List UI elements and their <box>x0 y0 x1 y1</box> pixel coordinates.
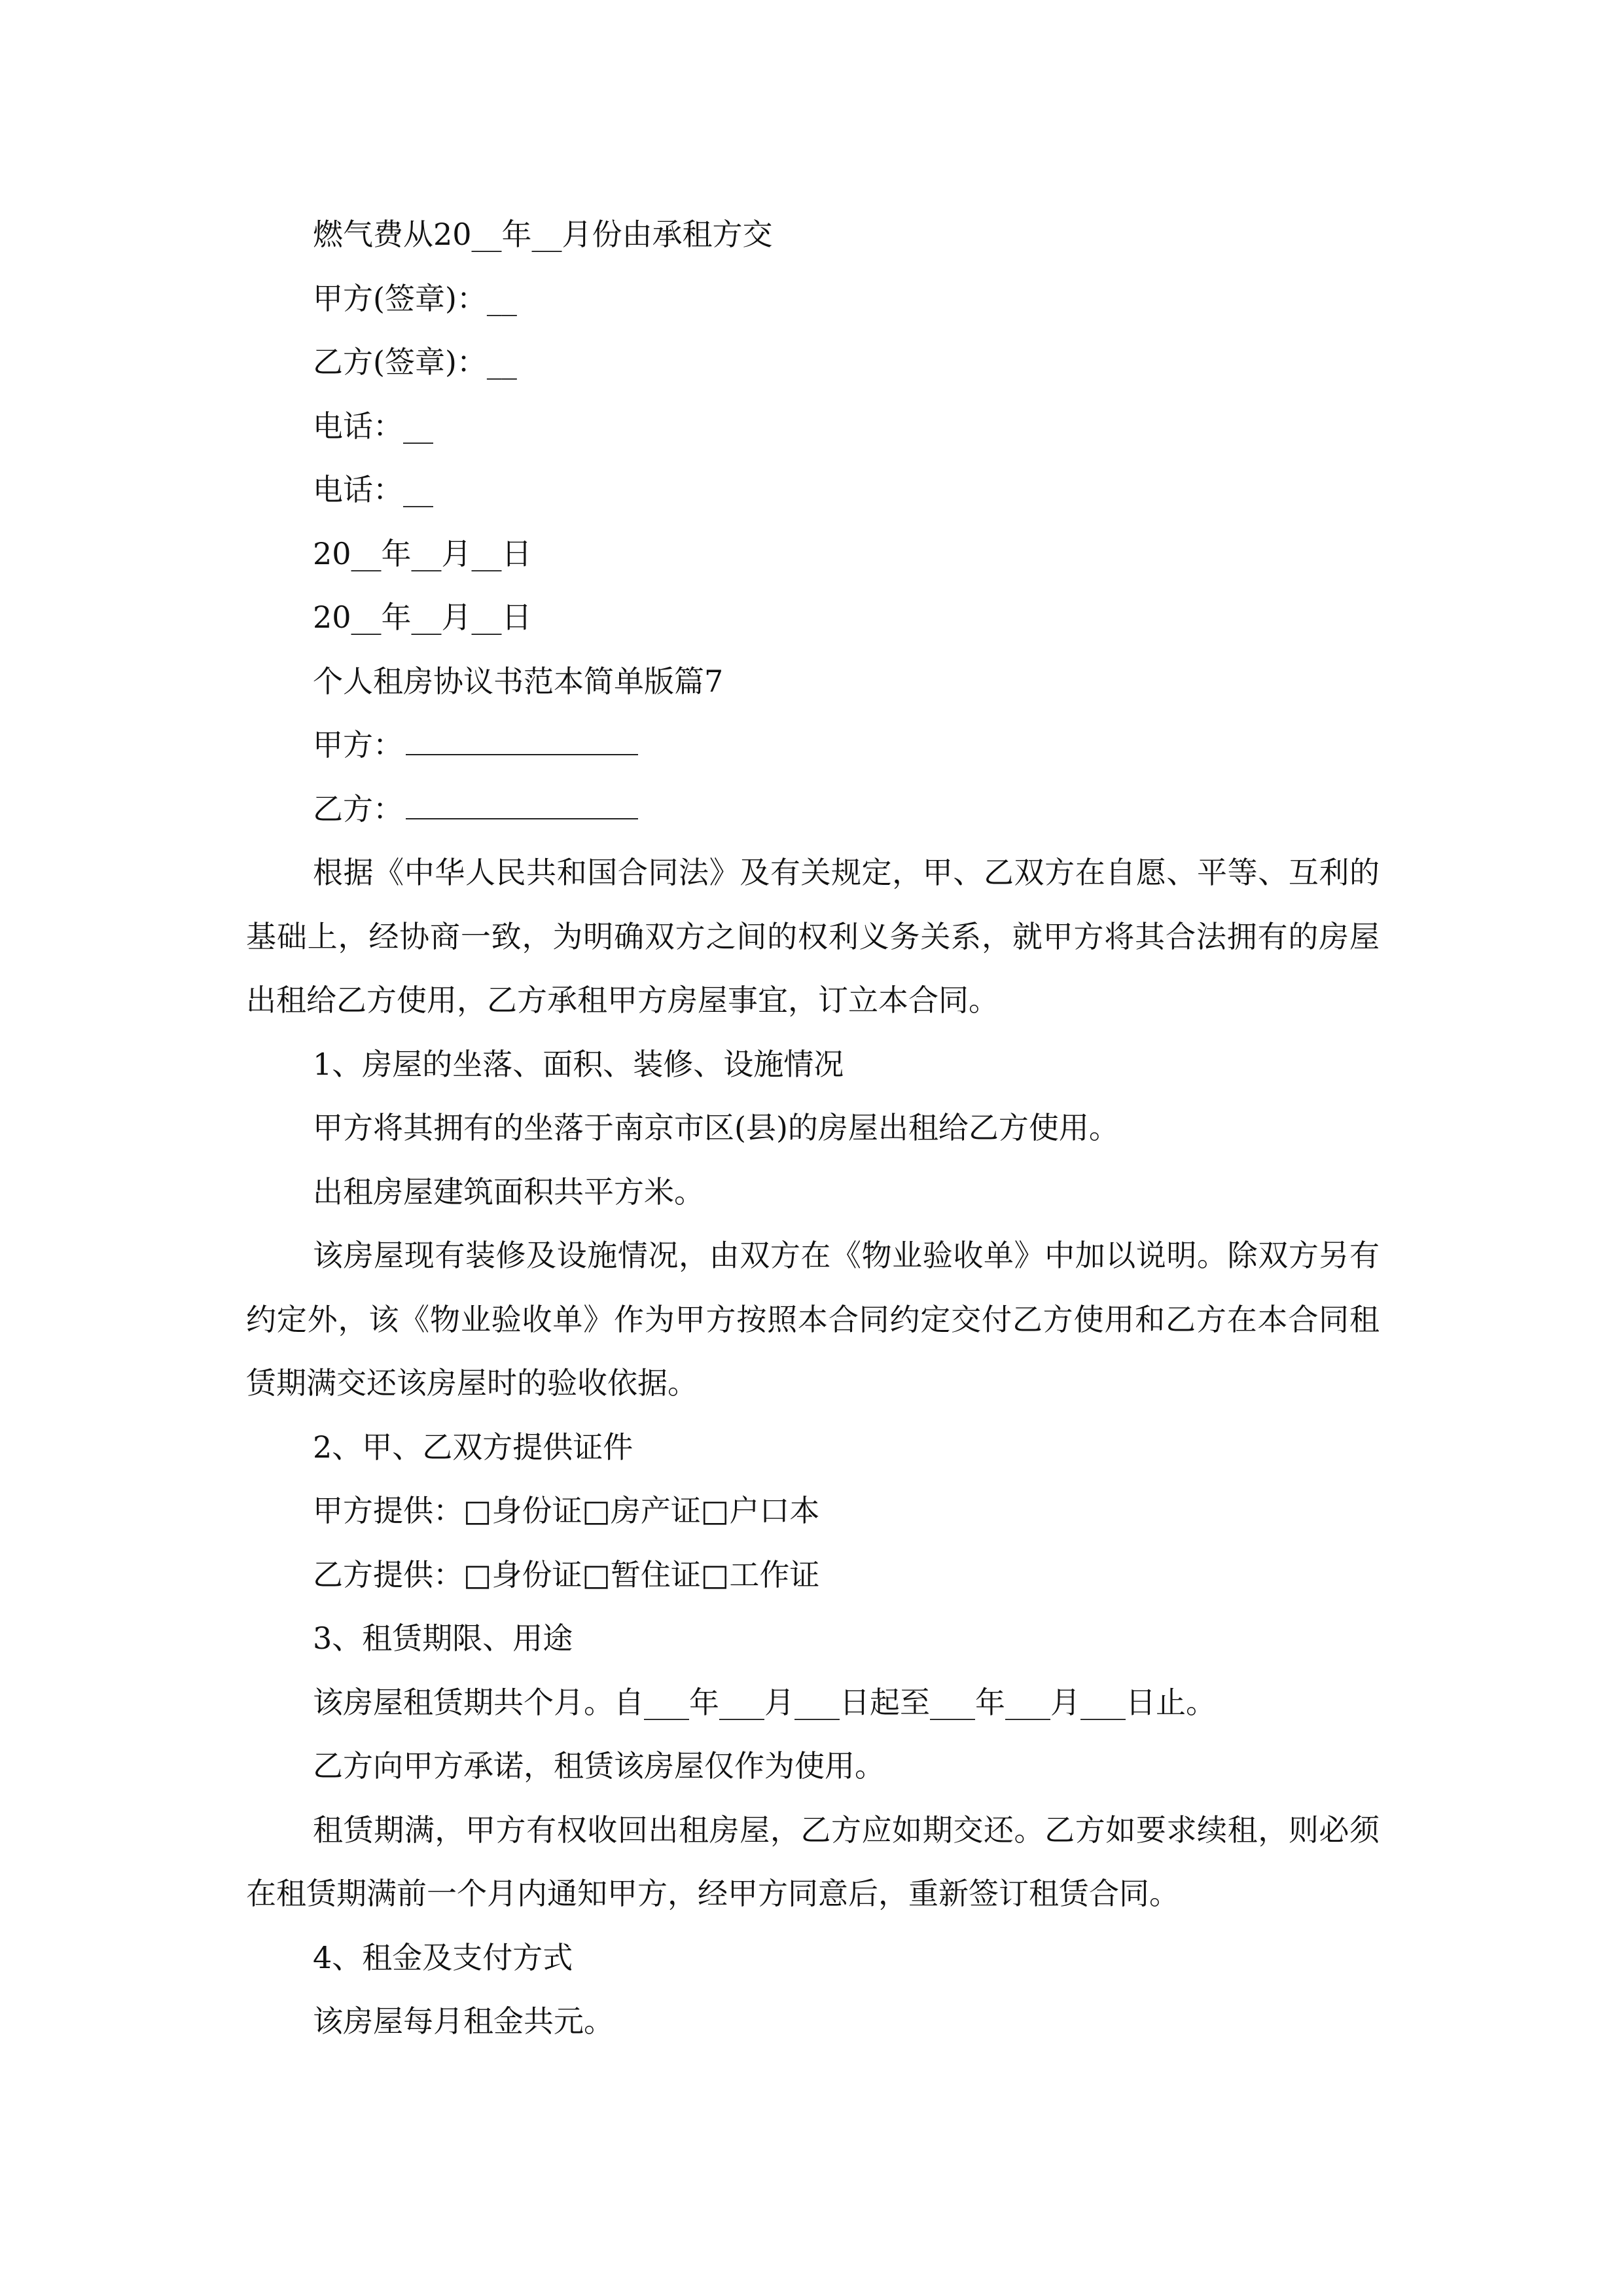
party-b-label: 乙方： <box>313 791 403 827</box>
date-line-a: 20__年__月__日 <box>313 535 532 571</box>
party-a-line <box>246 713 1380 778</box>
party-a-blank <box>406 728 638 755</box>
party-a-signature-line: 甲方(签章)：__ <box>313 280 517 316</box>
clause-1-facilities: 该房屋现有装修及设施情况，由双方在《物业验收单》中加以说明。除双方另有约定外，该《物业验收单》作为甲方按照本合同约定交付乙方使用和乙方在本合同租赁期满交还该房屋时的验收依据。 <box>246 1238 1380 1401</box>
party-b-blank <box>406 792 638 819</box>
phone-line-b: 电话：__ <box>313 472 433 507</box>
clause-1-heading: 1、房屋的坐落、面积、装修、设施情况 <box>313 1046 844 1082</box>
clause-2-party-b-docs: 乙方提供：□身份证□暂住证□工作证 <box>313 1556 820 1592</box>
clause-1-area: 出租房屋建筑面积共平方米。 <box>313 1174 704 1210</box>
date-line-b: 20__年__月__日 <box>313 600 532 635</box>
phone-line-a: 电话：__ <box>313 408 433 444</box>
clause-3-term: 该房屋租赁期共个月。自___年___月___日起至___年___月___日止。 <box>313 1684 1216 1720</box>
gas-fee-line: 燃气费从20__年__月份由承租方交 <box>313 217 773 252</box>
intro-paragraph: 根据《中华人民共和国合同法》及有关规定，甲、乙双方在自愿、平等、互利的基础上，经协商一致，为明确双方之间的权利义务关系，就甲方将其合法拥有的房屋出租给乙方使用，乙方承租甲方房屋事宜，订立本合同。 <box>246 855 1380 1018</box>
section-title: 个人租房协议书范本简单版篇7 <box>313 663 724 699</box>
document-body <box>246 203 1380 2054</box>
clause-1-location: 甲方将其拥有的坐落于南京市区(县)的房屋出租给乙方使用。 <box>313 1110 1119 1145</box>
clause-2-heading: 2、甲、乙双方提供证件 <box>313 1429 633 1465</box>
clause-4-heading: 4、租金及支付方式 <box>313 1939 573 1975</box>
party-b-line <box>246 778 1380 842</box>
clause-3-heading: 3、租赁期限、用途 <box>313 1621 573 1656</box>
party-b-signature-line: 乙方(签章)：__ <box>313 344 517 380</box>
clause-3-usage: 乙方向甲方承诺，租赁该房屋仅作为使用。 <box>313 1748 885 1784</box>
party-a-label: 甲方： <box>313 727 403 762</box>
clause-4-rent: 该房屋每月租金共元。 <box>313 2003 614 2039</box>
clause-2-party-a-docs: 甲方提供：□身份证□房产证□户口本 <box>313 1493 820 1528</box>
clause-3-renewal: 租赁期满，甲方有权收回出租房屋，乙方应如期交还。乙方如要求续租，则必须在租赁期满前一个月内通知甲方，经甲方同意后，重新签订租赁合同。 <box>246 1812 1380 1911</box>
